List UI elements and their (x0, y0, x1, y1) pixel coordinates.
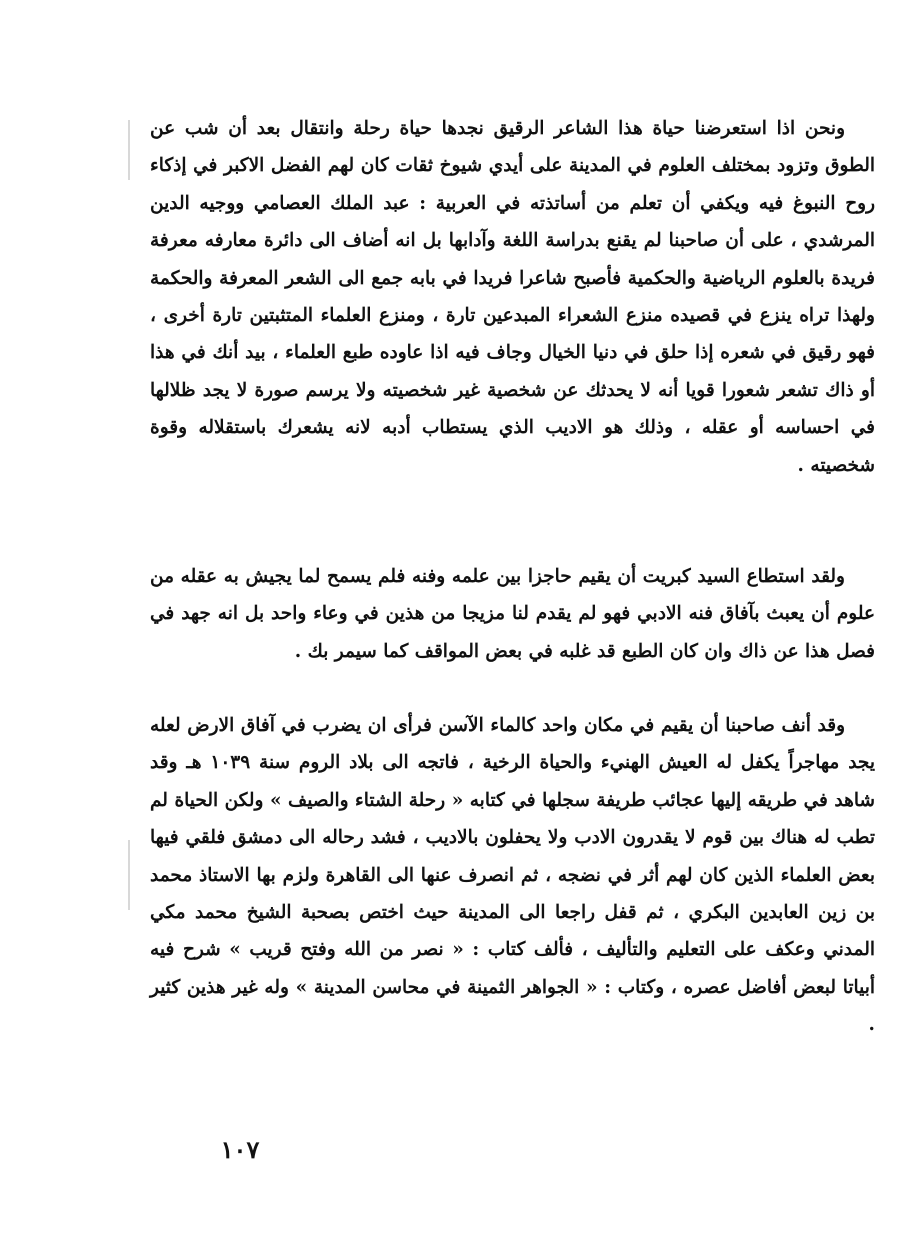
page-number: ١٠٧ (220, 1135, 260, 1164)
body-text-block (150, 707, 875, 1044)
paragraph: ونحن اذا استعرضنا حياة هذا الشاعر الرقيق نجدها حياة رحلة وانتقال بعد أن شب عن الطوق وتزود بمختلف العلوم في المدينة على أيدي شيوخ ثقات كان لهم الفضل الاكبر في إذكاء روح النبوغ فيه ويكفي أن تعلم من أساتذته في العربية : عبد الملك العصامي ووجيه الدين المرشدي ، على أن صاحبنا لم يقنع بدراسة اللغة وآدابها بل انه أضاف الى دائرة معارفه معرفة فريدة بالعلوم الرياضية والحكمية فأصبح شاعرا فريدا في بابه جمع الى الشعر المعرفة والحكمة ولهذا تراه ينزع في قصيده منزع الشعراء المبدعين تارة ، ومنزع العلماء المتثبتين تارة أخرى ، فهو رقيق في شعره إذا حلق في دنيا الخيال وجاف فيه اذا عاوده طبع العلماء ، بيد أنك في هذا أو ذاك تشعر شعورا قويا أنه لا يحدثك عن شخصية غير شخصيته ولا يرسم صورة لا يجد ظلالها في احساسه أو عقله ، وذلك هو الاديب الذي يستطاب أدبه لانه يشعرك باستقلاله وقوة شخصيته . (150, 118, 875, 476)
body-text-block (150, 558, 875, 670)
paragraph: ولقد استطاع السيد كبريت أن يقيم حاجزا بين علمه وفنه فلم يسمح لما يجيش به عقله من علوم أن يعبث بآفاق فنه الادبي فهو لم يقدم لنا مزيجا من هذين في وعاء واحد بل انه جهد في فصل هذا عن ذاك وان كان الطبع قد غلبه في بعض المواقف كما سيمر بك . (150, 566, 875, 662)
scan-artifact-line (128, 840, 130, 910)
body-text-block (150, 110, 875, 484)
paragraph: وقد أنف صاحبنا أن يقيم في مكان واحد كالماء الآسن فرأى ان يضرب في آفاق الارض لعله يجد مهاجراً يكفل له العيش الهنيء والحياة الرخية ، فاتجه الى بلاد الروم سنة ١٠٣٩ هـ وقد شاهد في طريقه إليها عجائب طريفة سجلها في كتابه « رحلة الشتاء والصيف » ولكن الحياة لم تطب له هناك بين قوم لا يقدرون الادب ولا يحفلون بالاديب ، فشد رحاله الى دمشق فلقي فيها بعض العلماء الذين كان لهم أثر في نضجه ، ثم انصرف عنها الى القاهرة ولزم بها الاستاذ محمد بن زين العابدين البكري ، ثم قفل راجعا الى المدينة حيث اختص بصحبة الشيخ محمد مكي المدني وعكف على التعليم والتأليف ، فألف كتاب : « نصر من الله وفتح قريب » شرح فيه أبياتا لبعض أفاضل عصره ، وكتاب : « الجواهر الثمينة في محاسن المدينة » وله غير هذين كثير . (150, 715, 876, 1036)
scan-artifact-line (128, 120, 130, 180)
